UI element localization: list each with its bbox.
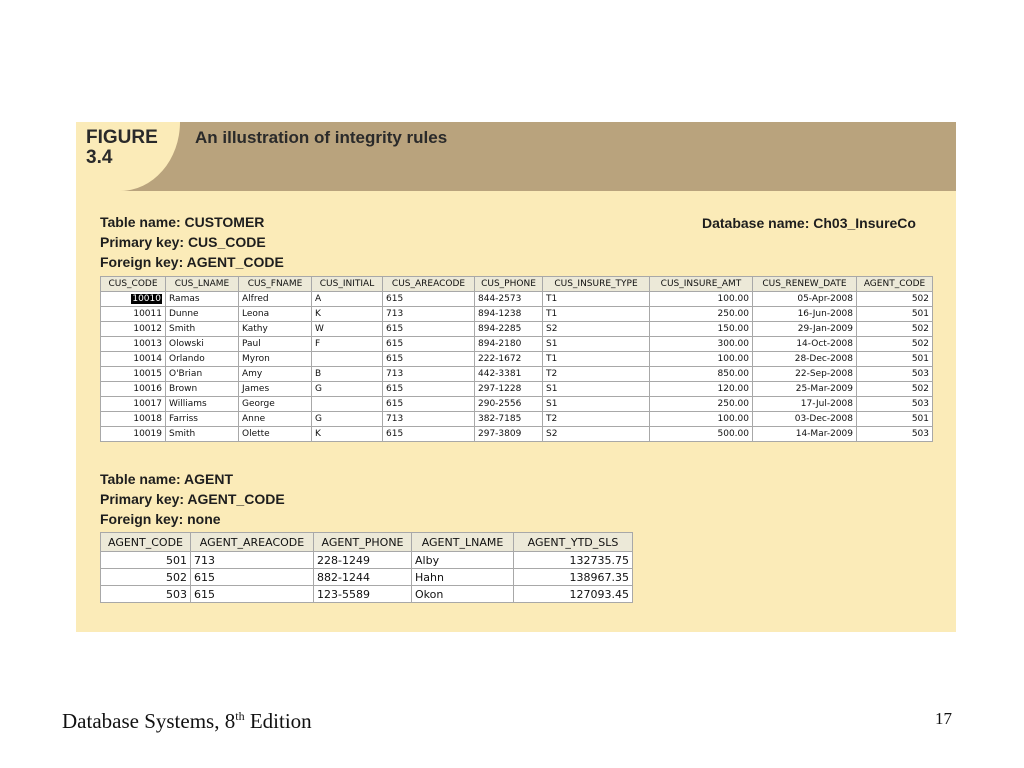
customer-cell[interactable]: 713 bbox=[383, 307, 475, 322]
customer-cell[interactable]: 10017 bbox=[101, 397, 166, 412]
book-title-prefix: Database Systems, 8 bbox=[62, 709, 236, 733]
customer-cell[interactable]: 10014 bbox=[101, 352, 166, 367]
agent-cell[interactable]: 615 bbox=[191, 586, 314, 603]
agent-cell[interactable]: Hahn bbox=[412, 569, 514, 586]
customer-cell[interactable]: George bbox=[239, 397, 312, 412]
customer-table-name: Table name: CUSTOMER bbox=[100, 214, 265, 230]
customer-column-header[interactable]: CUS_INSURE_AMT bbox=[650, 277, 753, 292]
customer-table-row[interactable] bbox=[101, 367, 933, 382]
customer-table-row[interactable] bbox=[101, 292, 933, 307]
customer-cell[interactable]: 713 bbox=[383, 367, 475, 382]
agent-column-header[interactable]: AGENT_CODE bbox=[101, 533, 191, 552]
customer-cell[interactable]: W bbox=[312, 322, 383, 337]
agent-cell[interactable]: 132735.75 bbox=[514, 552, 633, 569]
customer-cell[interactable]: 29-Jan-2009 bbox=[753, 322, 857, 337]
agent-table-row[interactable] bbox=[101, 552, 633, 569]
customer-cell[interactable]: 10012 bbox=[101, 322, 166, 337]
agent-header-row bbox=[101, 533, 633, 552]
customer-cell[interactable]: T1 bbox=[543, 352, 650, 367]
customer-cell[interactable]: Kathy bbox=[239, 322, 312, 337]
customer-cell[interactable]: Dunne bbox=[166, 307, 239, 322]
customer-cell[interactable]: T2 bbox=[543, 412, 650, 427]
customer-cell[interactable]: 615 bbox=[383, 337, 475, 352]
customer-cell[interactable]: 10015 bbox=[101, 367, 166, 382]
customer-cell[interactable]: 22-Sep-2008 bbox=[753, 367, 857, 382]
customer-cell[interactable]: Ramas bbox=[166, 292, 239, 307]
customer-cell[interactable]: 16-Jun-2008 bbox=[753, 307, 857, 322]
customer-cell[interactable]: S1 bbox=[543, 337, 650, 352]
customer-table bbox=[100, 276, 933, 442]
customer-column-header[interactable]: CUS_CODE bbox=[101, 277, 166, 292]
agent-column-header[interactable]: AGENT_AREACODE bbox=[191, 533, 314, 552]
customer-cell[interactable]: K bbox=[312, 427, 383, 442]
customer-cell[interactable]: Anne bbox=[239, 412, 312, 427]
customer-cell[interactable]: Alfred bbox=[239, 292, 312, 307]
customer-cell[interactable]: S1 bbox=[543, 397, 650, 412]
customer-cell[interactable]: 500.00 bbox=[650, 427, 753, 442]
customer-cell[interactable]: 120.00 bbox=[650, 382, 753, 397]
agent-table-row[interactable] bbox=[101, 569, 633, 586]
agent-primary-key: Primary key: AGENT_CODE bbox=[100, 491, 285, 507]
customer-cell[interactable]: 10019 bbox=[101, 427, 166, 442]
customer-cell[interactable]: 150.00 bbox=[650, 322, 753, 337]
customer-cell[interactable]: S2 bbox=[543, 427, 650, 442]
book-title-suffix: Edition bbox=[244, 709, 312, 733]
book-title-sup: th bbox=[235, 709, 245, 723]
customer-cell[interactable]: 14-Mar-2009 bbox=[753, 427, 857, 442]
figure-title: An illustration of integrity rules bbox=[195, 128, 448, 147]
customer-cell[interactable]: T1 bbox=[543, 307, 650, 322]
customer-cell[interactable]: 442-3381 bbox=[475, 367, 543, 382]
customer-column-header[interactable]: CUS_PHONE bbox=[475, 277, 543, 292]
selected-cell-text: 10010 bbox=[132, 294, 161, 304]
customer-cell[interactable]: 100.00 bbox=[650, 352, 753, 367]
customer-cell[interactable]: 615 bbox=[383, 322, 475, 337]
customer-cell[interactable] bbox=[312, 397, 383, 412]
agent-foreign-key: Foreign key: none bbox=[100, 511, 221, 527]
customer-cell[interactable]: K bbox=[312, 307, 383, 322]
agent-meta bbox=[100, 469, 285, 529]
customer-column-header[interactable]: CUS_AREACODE bbox=[383, 277, 475, 292]
customer-cell[interactable]: 503 bbox=[857, 367, 933, 382]
customer-table-row[interactable] bbox=[101, 322, 933, 337]
customer-cell[interactable] bbox=[101, 292, 166, 307]
customer-cell[interactable]: James bbox=[239, 382, 312, 397]
customer-primary-key: Primary key: CUS_CODE bbox=[100, 234, 266, 250]
customer-cell[interactable]: 297-3809 bbox=[475, 427, 543, 442]
customer-cell[interactable]: Brown bbox=[166, 382, 239, 397]
customer-column-header[interactable]: CUS_FNAME bbox=[239, 277, 312, 292]
customer-column-header[interactable]: CUS_LNAME bbox=[166, 277, 239, 292]
agent-cell[interactable]: 501 bbox=[101, 552, 191, 569]
customer-cell[interactable]: 503 bbox=[857, 427, 933, 442]
customer-cell[interactable]: 300.00 bbox=[650, 337, 753, 352]
customer-cell[interactable]: 894-2180 bbox=[475, 337, 543, 352]
customer-cell[interactable]: 615 bbox=[383, 292, 475, 307]
customer-cell[interactable]: 502 bbox=[857, 322, 933, 337]
agent-table-name: Table name: AGENT bbox=[100, 471, 234, 487]
customer-cell[interactable]: 615 bbox=[383, 427, 475, 442]
customer-cell[interactable]: T1 bbox=[543, 292, 650, 307]
customer-cell[interactable]: A bbox=[312, 292, 383, 307]
page-number: 17 bbox=[935, 709, 952, 728]
customer-table-row[interactable] bbox=[101, 397, 933, 412]
customer-cell[interactable]: 501 bbox=[857, 307, 933, 322]
customer-cell[interactable]: 850.00 bbox=[650, 367, 753, 382]
customer-cell[interactable]: T2 bbox=[543, 367, 650, 382]
customer-cell[interactable]: 615 bbox=[383, 382, 475, 397]
database-name: Database name: Ch03_InsureCo bbox=[702, 215, 916, 231]
customer-cell[interactable]: 222-1672 bbox=[475, 352, 543, 367]
customer-table-row[interactable] bbox=[101, 427, 933, 442]
agent-cell[interactable]: 123-5589 bbox=[314, 586, 412, 603]
customer-cell[interactable]: 844-2573 bbox=[475, 292, 543, 307]
customer-meta bbox=[100, 212, 284, 272]
agent-column-header[interactable]: AGENT_YTD_SLS bbox=[514, 533, 633, 552]
customer-cell[interactable]: 290-2556 bbox=[475, 397, 543, 412]
customer-cell[interactable]: 501 bbox=[857, 412, 933, 427]
customer-cell[interactable] bbox=[312, 352, 383, 367]
customer-cell[interactable]: 615 bbox=[383, 352, 475, 367]
customer-cell[interactable]: 100.00 bbox=[650, 292, 753, 307]
customer-cell[interactable]: 250.00 bbox=[650, 307, 753, 322]
customer-cell[interactable]: 502 bbox=[857, 337, 933, 352]
agent-cell[interactable]: 882-1244 bbox=[314, 569, 412, 586]
customer-cell[interactable]: 03-Dec-2008 bbox=[753, 412, 857, 427]
customer-table-row[interactable] bbox=[101, 337, 933, 352]
customer-column-header[interactable]: CUS_RENEW_DATE bbox=[753, 277, 857, 292]
figure-label: FIGURE 3.4 bbox=[86, 127, 158, 168]
customer-column-header[interactable]: CUS_INITIAL bbox=[312, 277, 383, 292]
customer-table-row[interactable] bbox=[101, 412, 933, 427]
customer-cell[interactable]: S1 bbox=[543, 382, 650, 397]
agent-cell[interactable]: Okon bbox=[412, 586, 514, 603]
customer-cell[interactable]: F bbox=[312, 337, 383, 352]
customer-header-row bbox=[101, 277, 933, 292]
customer-cell[interactable]: 502 bbox=[857, 292, 933, 307]
customer-cell[interactable]: S2 bbox=[543, 322, 650, 337]
customer-cell[interactable]: 250.00 bbox=[650, 397, 753, 412]
customer-cell[interactable]: Olette bbox=[239, 427, 312, 442]
customer-cell[interactable]: Orlando bbox=[166, 352, 239, 367]
customer-cell[interactable]: 28-Dec-2008 bbox=[753, 352, 857, 367]
customer-cell[interactable]: O'Brian bbox=[166, 367, 239, 382]
agent-cell[interactable]: Alby bbox=[412, 552, 514, 569]
customer-cell[interactable]: 10013 bbox=[101, 337, 166, 352]
customer-cell[interactable]: 10018 bbox=[101, 412, 166, 427]
customer-cell[interactable]: Smith bbox=[166, 322, 239, 337]
customer-cell[interactable]: Amy bbox=[239, 367, 312, 382]
customer-cell[interactable]: 502 bbox=[857, 382, 933, 397]
figure-header bbox=[76, 122, 956, 191]
customer-cell[interactable]: 894-1238 bbox=[475, 307, 543, 322]
customer-cell[interactable]: Paul bbox=[239, 337, 312, 352]
customer-cell[interactable]: 14-Oct-2008 bbox=[753, 337, 857, 352]
agent-cell[interactable]: 503 bbox=[101, 586, 191, 603]
customer-cell[interactable]: Myron bbox=[239, 352, 312, 367]
customer-foreign-key: Foreign key: AGENT_CODE bbox=[100, 254, 284, 270]
customer-cell[interactable]: 503 bbox=[857, 397, 933, 412]
customer-cell[interactable]: 297-1228 bbox=[475, 382, 543, 397]
agent-table-row[interactable] bbox=[101, 586, 633, 603]
customer-cell[interactable]: Leona bbox=[239, 307, 312, 322]
customer-cell[interactable]: 10016 bbox=[101, 382, 166, 397]
customer-cell[interactable]: G bbox=[312, 382, 383, 397]
customer-cell[interactable]: 501 bbox=[857, 352, 933, 367]
customer-cell[interactable]: G bbox=[312, 412, 383, 427]
customer-table-row[interactable] bbox=[101, 352, 933, 367]
customer-cell[interactable]: B bbox=[312, 367, 383, 382]
customer-cell[interactable]: Olowski bbox=[166, 337, 239, 352]
customer-cell[interactable]: Farriss bbox=[166, 412, 239, 427]
customer-table-row[interactable] bbox=[101, 307, 933, 322]
customer-table-row[interactable] bbox=[101, 382, 933, 397]
book-title bbox=[62, 709, 312, 734]
agent-cell[interactable]: 713 bbox=[191, 552, 314, 569]
customer-cell[interactable]: 25-Mar-2009 bbox=[753, 382, 857, 397]
customer-cell[interactable]: Smith bbox=[166, 427, 239, 442]
customer-cell[interactable]: 615 bbox=[383, 397, 475, 412]
agent-table bbox=[100, 532, 633, 603]
customer-cell[interactable]: 10011 bbox=[101, 307, 166, 322]
customer-column-header[interactable]: AGENT_CODE bbox=[857, 277, 933, 292]
agent-column-header[interactable]: AGENT_LNAME bbox=[412, 533, 514, 552]
agent-cell[interactable]: 138967.35 bbox=[514, 569, 633, 586]
customer-cell[interactable]: 382-7185 bbox=[475, 412, 543, 427]
agent-cell[interactable]: 127093.45 bbox=[514, 586, 633, 603]
customer-cell[interactable]: Williams bbox=[166, 397, 239, 412]
customer-cell[interactable]: 713 bbox=[383, 412, 475, 427]
customer-cell[interactable]: 894-2285 bbox=[475, 322, 543, 337]
customer-column-header[interactable]: CUS_INSURE_TYPE bbox=[543, 277, 650, 292]
customer-cell[interactable]: 100.00 bbox=[650, 412, 753, 427]
agent-cell[interactable]: 502 bbox=[101, 569, 191, 586]
customer-cell[interactable]: 05-Apr-2008 bbox=[753, 292, 857, 307]
agent-cell[interactable]: 228-1249 bbox=[314, 552, 412, 569]
agent-cell[interactable]: 615 bbox=[191, 569, 314, 586]
customer-cell[interactable]: 17-Jul-2008 bbox=[753, 397, 857, 412]
agent-column-header[interactable]: AGENT_PHONE bbox=[314, 533, 412, 552]
